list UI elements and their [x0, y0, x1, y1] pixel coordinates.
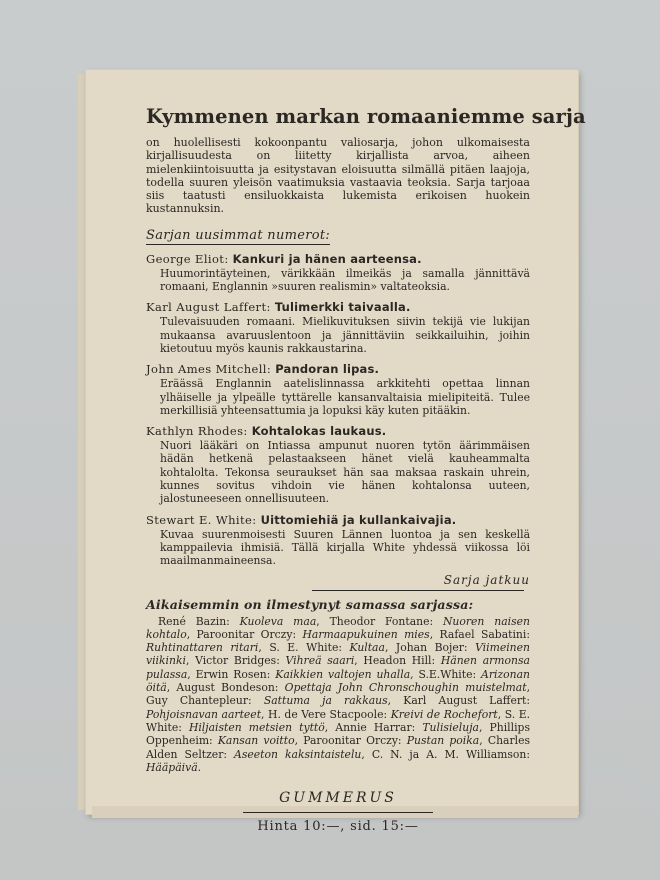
earlier-titles-heading: Aikaisemmin on ilmestynyt samassa sarjassa: [146, 596, 474, 612]
earlier-title: Kuoleva maa [239, 614, 317, 628]
earlier-title: Viimeinen viikinki [146, 641, 530, 668]
earlier-author: Phillips Oppenheim: [146, 720, 530, 748]
earlier-title: Kaikkien valtojen uhalla [275, 667, 411, 681]
latest-numbers-title: Sarjan uusimmat numerot: [146, 227, 331, 243]
earlier-title: Hiljaisten metsien tyttö [188, 720, 325, 734]
entry-title: Kankuri ja hänen aarteensa. [232, 251, 422, 266]
earlier-title: Nuoren naisen kohtalo [146, 614, 530, 641]
book-entry [146, 252, 530, 294]
entry-author: Stewart E. White: [146, 512, 257, 527]
divider [312, 590, 524, 591]
entry-author: George Eliot: [146, 251, 229, 266]
earlier-author: H. de Vere Stacpoole: [268, 707, 391, 721]
earlier-title: Ruhtinattaren ritari [146, 641, 259, 655]
earlier-title: Kreivi de Rochefort [390, 707, 498, 721]
earlier-title: Kultaa [349, 641, 385, 655]
earlier-author: Annie Harrar: [335, 720, 423, 734]
entry-description: Kuvaa suurenmoisesti Suuren Lännen luontoa ja sen keskellä kamppailevia ihmisiä. Tällä kirjalla White yhdessä viikossa löi maailmanmaineensa. [160, 527, 530, 568]
entry-description: Tulevaisuuden romaani. Mielikuvituksen siivin tekijä vie lukijan mukaansa avaruuslentoon ja jännittäviin seikkailuihin, joihin kietoutuu myös kaunis rakkaustarina. [160, 315, 530, 355]
earlier-author: C. N. ja A. M. Williamson: [371, 747, 531, 761]
earlier-title: Hänen armonsa pulassa [146, 654, 530, 681]
earlier-author: Headon Hill: [363, 654, 441, 668]
earlier-title: Sattuma ja rakkaus [263, 694, 388, 708]
latest-entries-list [146, 252, 530, 568]
earlier-author: René Bazin: [158, 614, 240, 628]
earlier-author: Theodor Fontane: [329, 614, 443, 628]
series-intro: on huolellisesti kokoonpantu valiosarja, johon ulkomaisesta kirjallisuudesta on liitetty kirjallista arvoa, aiheen mielenkiintoisuutta ja esitystavan eloisuutta silmällä pitäen laajoja, todella suuren yleisön vaatimuksia vastaavia teoksia. Sarja tarjoaa siis taatusti ensiluokkaista lukemista erikoisen huokein kustannuksin. [146, 136, 530, 216]
earlier-title: Hääpäivä [146, 760, 198, 774]
earlier-title: Kansan voitto [217, 734, 295, 748]
earlier-author: Victor Bridges: [195, 654, 286, 668]
earlier-author: Guy Chantepleur: [146, 694, 264, 708]
earlier-title: Pustan poika [406, 734, 480, 748]
earlier-author: Paroonitar Orczy: [303, 734, 407, 748]
earlier-title: Opettaja John Chronschoughin muistelmat [284, 681, 527, 695]
earlier-title: Aseeton kaksintaistelu [234, 747, 362, 761]
entry-title: Kohtalokas laukaus. [251, 424, 387, 439]
entry-description: Eräässä Englannin aatelislinnassa arkkitehti opettaa linnan ylhäiselle ja ylpeälle tyttärelle kansanvaltaisia mielipiteitä. Tulee merkillisiä yhteensattumia ja lopuksi käy kuten pitääkin. [160, 377, 530, 417]
earlier-author: August Bondeson: [176, 681, 285, 695]
earlier-author: Erwin Rosen: [195, 667, 276, 681]
earlier-author: S. E. White: [146, 707, 531, 734]
earlier-author: Johan Bojer: [395, 641, 476, 655]
cover-text [146, 105, 586, 835]
book-entry [146, 362, 530, 417]
entry-author: Karl August Laffert: [146, 300, 271, 315]
publisher-divider [243, 812, 433, 813]
earlier-title: Vihreä saari [285, 654, 355, 668]
earlier-title: Harmaapukuinen mies [302, 627, 430, 641]
earlier-titles-list: René Bazin: Kuoleva maa, Theodor Fontane: Nuoren naisen kohtalo, Paroonitar Orczy: Harmaapukuinen mies, Rafael Sabatini: Ruhtinattaren ritari, S. E. White: Kultaa, Johan Bojer: Viimeinen viikinki, Victor Bridges: Vihreä saari, Headon Hill: Hänen armonsa pulassa, Erwin Rosen: Kaikkien valtojen uhalla, S.E.White: Arizonan öitä, August Bondeson: Opettaja John Chronschoughin muistelmat, Guy Chantepleur: Sattuma ja rakkaus, Karl August Laffert: Pohjoisnavan aarteet, H. de Vere Stacpoole: Kreivi de Rochefort, S. E. White: Hiljaisten metsien tyttö, Annie Harrar: Tulisieluja, Phillips Oppenheim: Kansan voitto, Paroonitar Orczy: Pustan poika, Charles Alden Seltzer: Aseeton kaksintaistelu, C. N. ja A. M. Williamson: Hääpäivä. [146, 614, 531, 774]
entry-title: Uittomiehiä ja kullankaivajia. [260, 512, 457, 527]
series-heading: Kymmenen markan romaaniemme sarja [146, 105, 586, 128]
earlier-author: Karl August Laffert: [403, 694, 530, 708]
earlier-title: Pohjoisnavan aarteet [146, 707, 262, 721]
earlier-title: Tulisieluja [422, 720, 479, 734]
series-continues: Sarja jatkuu [443, 572, 530, 587]
book-entry [146, 513, 530, 568]
entry-author: John Ames Mitchell: [146, 362, 272, 377]
earlier-author: S.E.White: [418, 667, 482, 681]
earlier-author: Charles Alden Seltzer: [146, 734, 531, 761]
price-line: Hinta 10:—, sid. 15:— [257, 819, 419, 835]
earlier-author: Paroonitar Orczy: [196, 627, 303, 641]
entry-author: Kathlyn Rhodes: [146, 424, 248, 439]
earlier-title: Arizonan öitä [146, 667, 530, 695]
book-entry [146, 424, 530, 505]
entry-title: Pandoran lipas. [275, 362, 380, 377]
entry-title: Tulimerkki taivaalla. [274, 300, 411, 315]
entry-description: Nuori lääkäri on Intiassa ampunut nuoren tytön äärimmäisen hädän hetkenä pelastaakseen hänet vielä kauheammalta kohtalolta. Tekonsa seuraukset hän saa maksaa raskain uhrein, kunnes sovitus vihdoin vie hänen kohtalonsa uuteen, jalostuneeseen onnellisuuteen. [160, 439, 530, 506]
earlier-author: S. E. White: [269, 641, 350, 655]
earlier-author: Rafael Sabatini: [439, 627, 530, 641]
publisher-name: GUMMERUS [279, 790, 397, 807]
book-entry [146, 300, 530, 355]
entry-description: Huumorintäyteinen, värikkään ilmeikäs ja samalla jännittävä romaani, Englannin »suuren realismin» valtateoksia. [160, 266, 530, 294]
